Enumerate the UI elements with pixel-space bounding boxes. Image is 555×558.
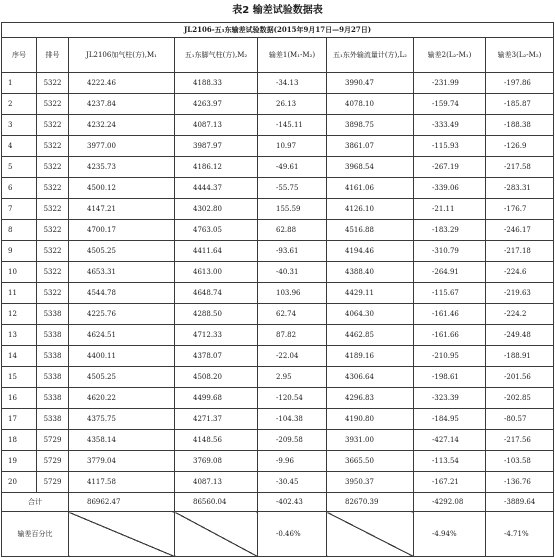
cell-diff3: -136.76 (486, 472, 554, 493)
total-label: 合计 (2, 493, 69, 512)
cell-jl2106: 4400.11 (69, 346, 175, 367)
cell-meter: 5322 (37, 220, 69, 241)
cell-diff1: -30.45 (258, 472, 327, 493)
cell-meter: 5322 (37, 94, 69, 115)
cell-east-pump: 4712.33 (175, 325, 258, 346)
cell-meter: 5729 (37, 430, 69, 451)
cell-diff1: -49.61 (258, 157, 327, 178)
cell-diff3: -246.17 (486, 220, 554, 241)
table-row (2, 388, 554, 409)
cell-east-out: 3931.00 (327, 430, 414, 451)
cell-jl2106: 4624.51 (69, 325, 175, 346)
cell-east-pump: 4302.80 (175, 199, 258, 220)
cell-diff1: 103.96 (258, 283, 327, 304)
cell-east-pump: 3769.08 (175, 451, 258, 472)
table-row (2, 283, 554, 304)
table-row (2, 73, 554, 94)
header-diff2: 输差2(L₂-M₁) (414, 38, 486, 73)
cell-diff1: 10.97 (258, 136, 327, 157)
cell-east-pump: 4613.00 (175, 262, 258, 283)
total-diff2: -4292.08 (414, 493, 486, 512)
cell-east-pump: 4087.13 (175, 115, 258, 136)
cell-east-out: 4306.64 (327, 367, 414, 388)
cell-seq: 2 (2, 94, 37, 115)
cell-diff1: 62.88 (258, 220, 327, 241)
cell-seq: 7 (2, 199, 37, 220)
cell-diff3: -197.86 (486, 73, 554, 94)
cell-jl2106: 4544.78 (69, 283, 175, 304)
cell-east-pump: 4648.74 (175, 283, 258, 304)
cell-seq: 8 (2, 220, 37, 241)
cell-seq: 1 (2, 73, 37, 94)
cell-diff2: -198.61 (414, 367, 486, 388)
cell-east-pump: 4763.05 (175, 220, 258, 241)
cell-diff2: -264.91 (414, 262, 486, 283)
cell-east-out: 3665.50 (327, 451, 414, 472)
cell-jl2106: 4505.25 (69, 367, 175, 388)
cell-east-out: 3968.54 (327, 157, 414, 178)
cell-diff1: -9.96 (258, 451, 327, 472)
cell-diff1: -55.75 (258, 178, 327, 199)
cell-diff2: -115.67 (414, 283, 486, 304)
cell-meter: 5322 (37, 115, 69, 136)
cell-east-out: 4462.85 (327, 325, 414, 346)
cell-diff3: -217.18 (486, 241, 554, 262)
cell-diff2: -231.99 (414, 73, 486, 94)
cell-east-out: 4516.88 (327, 220, 414, 241)
cell-diff1: -22.04 (258, 346, 327, 367)
cell-east-pump: 4148.56 (175, 430, 258, 451)
cell-seq: 5 (2, 157, 37, 178)
table-row (2, 304, 554, 325)
cell-seq: 13 (2, 325, 37, 346)
cell-east-out: 4161.06 (327, 178, 414, 199)
cell-east-out: 4388.40 (327, 262, 414, 283)
cell-meter: 5322 (37, 178, 69, 199)
table-caption: 表2 输差试验数据表 (232, 5, 323, 16)
cell-meter: 5338 (37, 325, 69, 346)
cell-east-out: 3990.47 (327, 73, 414, 94)
diag-cell-east-pump (175, 512, 258, 557)
cell-east-pump: 4186.12 (175, 157, 258, 178)
cell-diff3: -188.91 (486, 346, 554, 367)
total-row (2, 493, 554, 512)
total-diff3: -3889.64 (486, 493, 554, 512)
diag-cell-jl2106 (69, 512, 175, 557)
cell-diff2: -161.66 (414, 325, 486, 346)
table-row (2, 367, 554, 388)
cell-east-pump: 3987.97 (175, 136, 258, 157)
cell-diff3: -217.58 (486, 157, 554, 178)
table-row (2, 325, 554, 346)
cell-seq: 9 (2, 241, 37, 262)
cell-east-out: 4078.10 (327, 94, 414, 115)
cell-seq: 11 (2, 283, 37, 304)
table-row (2, 409, 554, 430)
cell-jl2106: 4237.84 (69, 94, 175, 115)
cell-east-out: 4064.30 (327, 304, 414, 325)
cell-diff3: -202.85 (486, 388, 554, 409)
cell-east-out: 4190.80 (327, 409, 414, 430)
cell-diff2: -184.95 (414, 409, 486, 430)
header-east-out: 五₁东外输流量计(方),L₂ (327, 38, 414, 73)
cell-diff1: 87.82 (258, 325, 327, 346)
cell-meter: 5729 (37, 451, 69, 472)
table-band-row (2, 23, 554, 38)
cell-jl2106: 4505.25 (69, 241, 175, 262)
header-jl2106: JL2106加气柱(方),M₁ (69, 38, 175, 73)
cell-jl2106: 4222.46 (69, 73, 175, 94)
cell-seq: 18 (2, 430, 37, 451)
header-meter: 排号 (37, 38, 69, 73)
cell-meter: 5729 (37, 472, 69, 493)
cell-east-pump: 4288.50 (175, 304, 258, 325)
cell-east-pump: 4444.37 (175, 178, 258, 199)
cell-seq: 16 (2, 388, 37, 409)
header-east-pump: 五₁东脚气柱(方),M₂ (175, 38, 258, 73)
cell-east-pump: 4499.68 (175, 388, 258, 409)
cell-seq: 6 (2, 178, 37, 199)
cell-diff1: -120.54 (258, 388, 327, 409)
cell-diff3: -201.56 (486, 367, 554, 388)
cell-diff2: -310.79 (414, 241, 486, 262)
cell-diff3: -217.56 (486, 430, 554, 451)
cell-east-out: 4126.10 (327, 199, 414, 220)
cell-jl2106: 4117.58 (69, 472, 175, 493)
total-east-pump: 86560.04 (175, 493, 258, 512)
table-row (2, 115, 554, 136)
cell-diff1: -93.61 (258, 241, 327, 262)
percent-diff2: -4.94% (414, 512, 486, 557)
cell-east-out: 4194.46 (327, 241, 414, 262)
cell-seq: 17 (2, 409, 37, 430)
cell-meter: 5338 (37, 367, 69, 388)
table-row (2, 241, 554, 262)
cell-east-out: 3861.07 (327, 136, 414, 157)
cell-meter: 5322 (37, 157, 69, 178)
cell-jl2106: 3977.00 (69, 136, 175, 157)
cell-diff3: -126.9 (486, 136, 554, 157)
cell-east-pump: 4378.07 (175, 346, 258, 367)
cell-diff2: -183.29 (414, 220, 486, 241)
cell-diff3: -249.48 (486, 325, 554, 346)
percent-diff1: -0.46% (258, 512, 327, 557)
cell-east-out: 3898.75 (327, 115, 414, 136)
cell-meter: 5322 (37, 241, 69, 262)
total-jl2106: 86962.47 (69, 493, 175, 512)
table-row (2, 430, 554, 451)
cell-jl2106: 4700.17 (69, 220, 175, 241)
cell-diff2: -167.21 (414, 472, 486, 493)
cell-diff1: -209.58 (258, 430, 327, 451)
cell-diff1: 62.74 (258, 304, 327, 325)
cell-seq: 3 (2, 115, 37, 136)
total-diff1: -402.43 (258, 493, 327, 512)
cell-diff1: -145.11 (258, 115, 327, 136)
cell-seq: 12 (2, 304, 37, 325)
cell-seq: 14 (2, 346, 37, 367)
table-band-title: JL2106-五₁东输差试验数据(2015年9月17日—9月27日) (2, 23, 554, 38)
table-row (2, 136, 554, 157)
cell-jl2106: 4232.24 (69, 115, 175, 136)
cell-diff2: -427.14 (414, 430, 486, 451)
cell-diff3: -176.7 (486, 199, 554, 220)
header-diff1: 输差1(M₁-M₂) (258, 38, 327, 73)
cell-diff1: -40.31 (258, 262, 327, 283)
percent-row (2, 512, 554, 557)
header-diff3: 输差3(L₂-M₂) (486, 38, 554, 73)
table-row (2, 94, 554, 115)
diag-cell-east-out (327, 512, 414, 557)
cell-diff1: 26.13 (258, 94, 327, 115)
table-row (2, 178, 554, 199)
cell-seq: 4 (2, 136, 37, 157)
cell-east-out: 3950.37 (327, 472, 414, 493)
cell-jl2106: 4235.73 (69, 157, 175, 178)
cell-diff2: -115.93 (414, 136, 486, 157)
cell-meter: 5338 (37, 304, 69, 325)
cell-diff2: -267.19 (414, 157, 486, 178)
cell-diff3: -219.63 (486, 283, 554, 304)
table-header-row (2, 38, 554, 73)
cell-diff2: -210.95 (414, 346, 486, 367)
data-table (1, 22, 554, 557)
cell-diff2: -159.74 (414, 94, 486, 115)
header-seq: 序号 (2, 38, 37, 73)
cell-east-out: 4296.83 (327, 388, 414, 409)
cell-jl2106: 4225.76 (69, 304, 175, 325)
cell-jl2106: 4147.21 (69, 199, 175, 220)
cell-east-pump: 4508.20 (175, 367, 258, 388)
cell-meter: 5322 (37, 73, 69, 94)
cell-jl2106: 4620.22 (69, 388, 175, 409)
percent-diff3: -4.71% (486, 512, 554, 557)
table-row (2, 220, 554, 241)
cell-diff1: 2.95 (258, 367, 327, 388)
cell-meter: 5322 (37, 199, 69, 220)
cell-diff3: -224.6 (486, 262, 554, 283)
table-row (2, 346, 554, 367)
cell-diff3: -224.2 (486, 304, 554, 325)
total-east-out: 82670.39 (327, 493, 414, 512)
cell-meter: 5322 (37, 136, 69, 157)
cell-east-pump: 4271.37 (175, 409, 258, 430)
cell-jl2106: 4653.31 (69, 262, 175, 283)
cell-east-out: 4429.11 (327, 283, 414, 304)
cell-diff3: -188.38 (486, 115, 554, 136)
cell-seq: 20 (2, 472, 37, 493)
cell-jl2106: 4500.12 (69, 178, 175, 199)
cell-meter: 5338 (37, 409, 69, 430)
cell-east-pump: 4087.13 (175, 472, 258, 493)
cell-east-pump: 4411.64 (175, 241, 258, 262)
cell-east-out: 4189.16 (327, 346, 414, 367)
cell-jl2106: 4358.14 (69, 430, 175, 451)
cell-diff1: -104.38 (258, 409, 327, 430)
table-row (2, 472, 554, 493)
table-row (2, 451, 554, 472)
cell-meter: 5338 (37, 346, 69, 367)
cell-diff3: -283.31 (486, 178, 554, 199)
cell-diff1: -34.13 (258, 73, 327, 94)
cell-east-pump: 4188.33 (175, 73, 258, 94)
cell-seq: 19 (2, 451, 37, 472)
cell-diff2: -339.06 (414, 178, 486, 199)
cell-jl2106: 3779.04 (69, 451, 175, 472)
cell-east-pump: 4263.97 (175, 94, 258, 115)
cell-diff3: -103.58 (486, 451, 554, 472)
table-row (2, 199, 554, 220)
cell-meter: 5322 (37, 283, 69, 304)
cell-seq: 15 (2, 367, 37, 388)
cell-diff2: -21.11 (414, 199, 486, 220)
cell-diff2: -161.46 (414, 304, 486, 325)
cell-diff2: -113.54 (414, 451, 486, 472)
cell-diff1: 155.59 (258, 199, 327, 220)
cell-diff2: -333.49 (414, 115, 486, 136)
cell-diff3: -185.87 (486, 94, 554, 115)
cell-meter: 5338 (37, 388, 69, 409)
percent-label: 输差百分比 (2, 512, 69, 557)
cell-diff3: -80.57 (486, 409, 554, 430)
cell-seq: 10 (2, 262, 37, 283)
table-row (2, 157, 554, 178)
cell-jl2106: 4375.75 (69, 409, 175, 430)
cell-meter: 5322 (37, 262, 69, 283)
table-row (2, 262, 554, 283)
cell-diff2: -323.39 (414, 388, 486, 409)
